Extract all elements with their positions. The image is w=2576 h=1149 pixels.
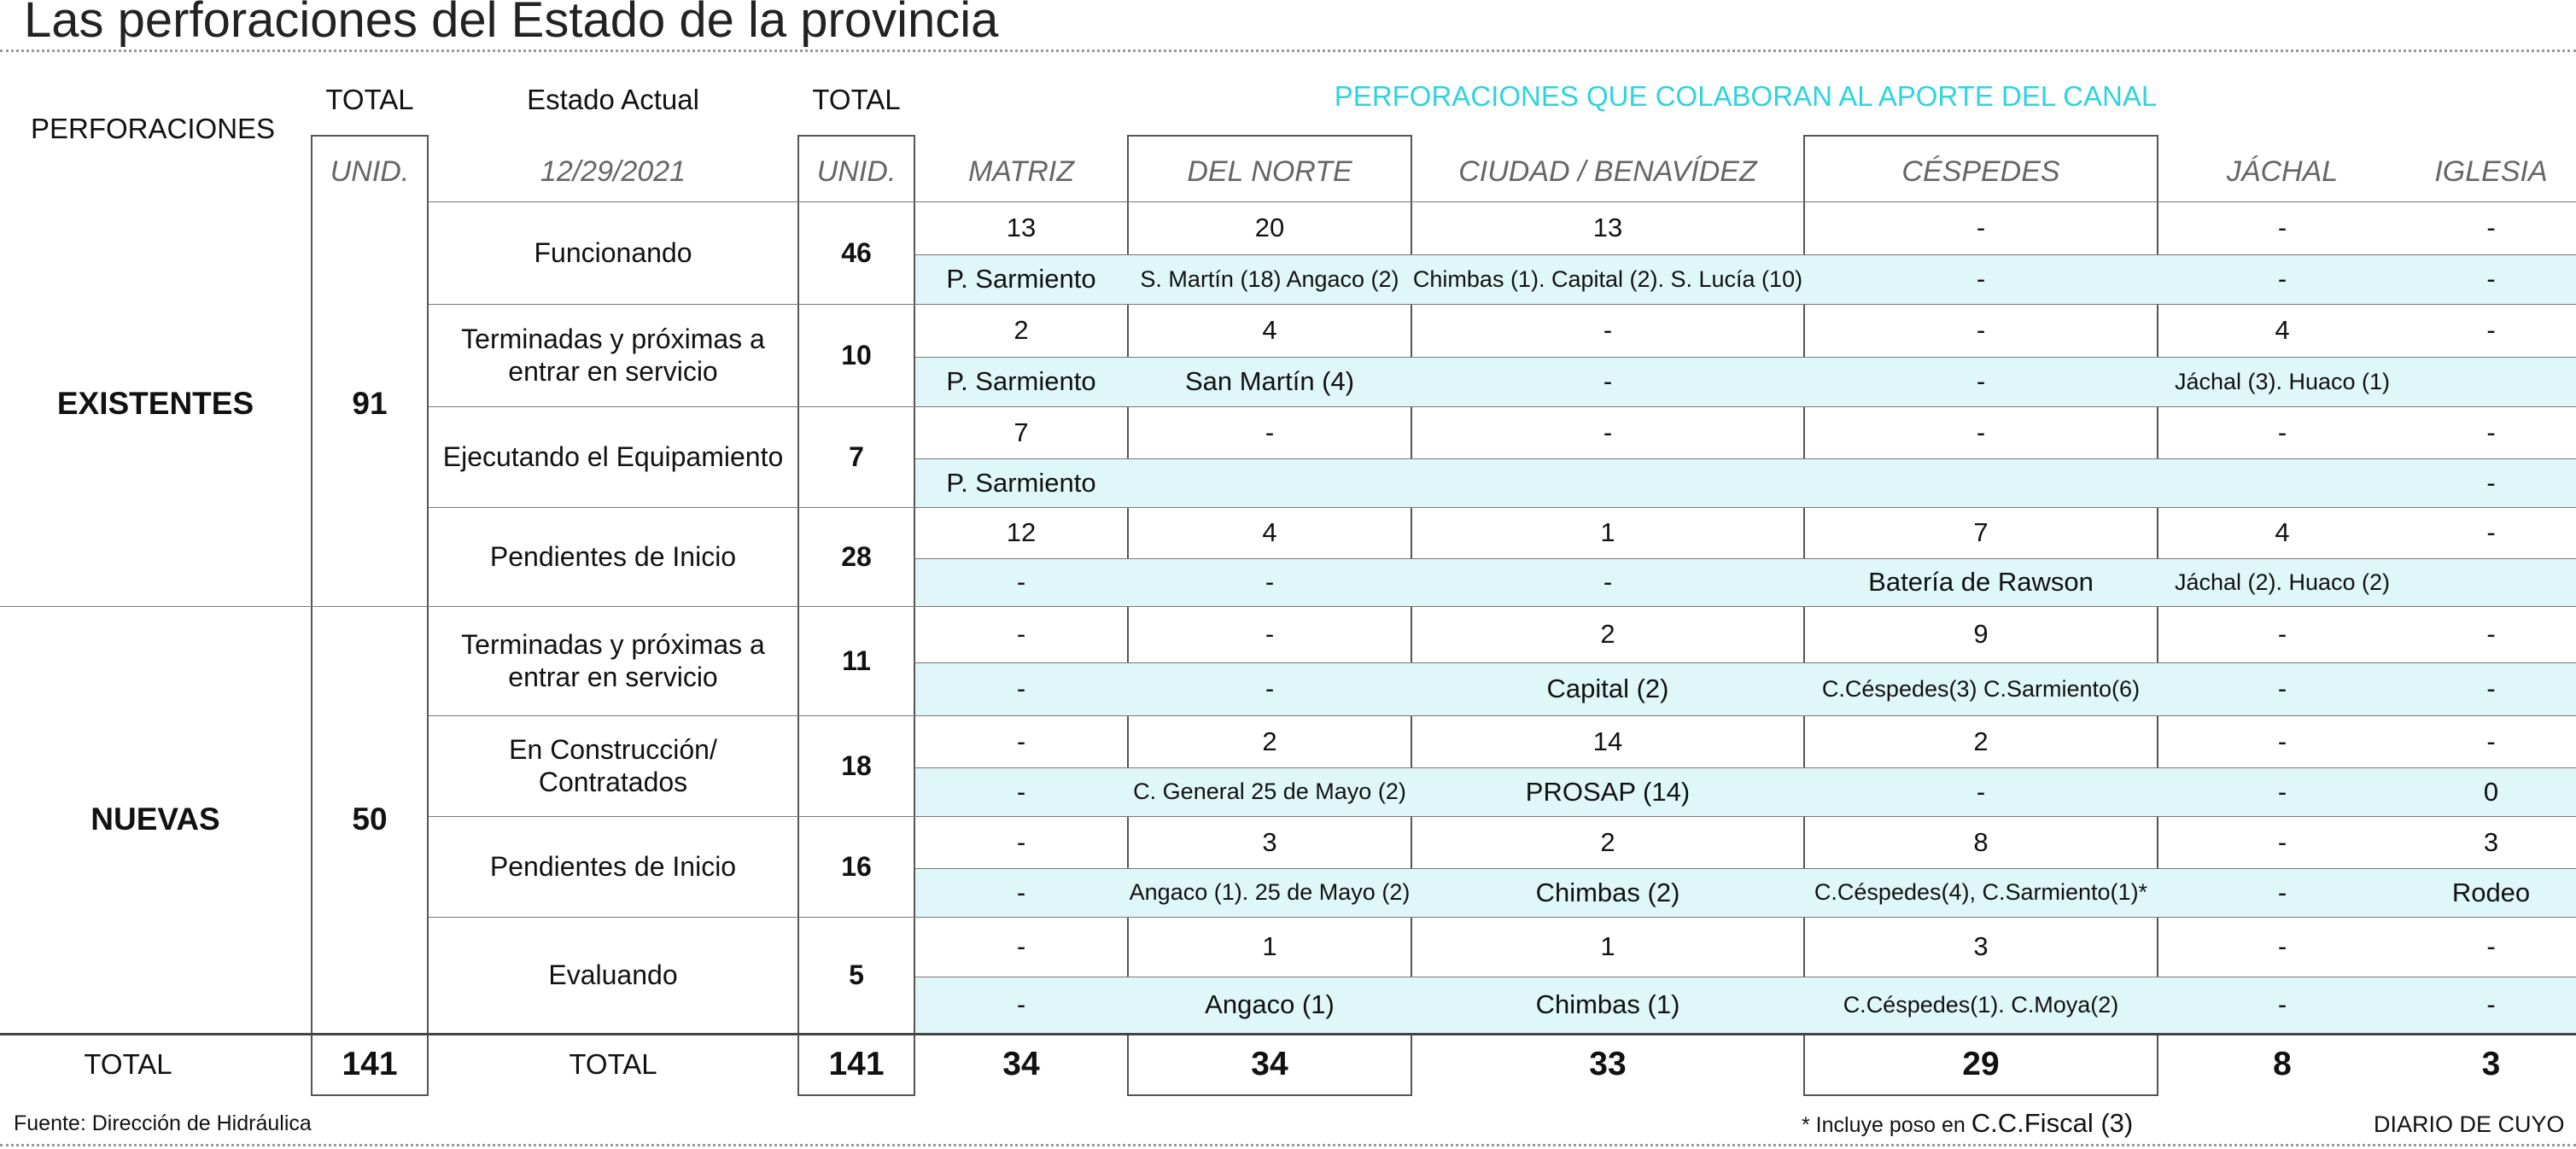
- footnote: [1802, 1108, 2133, 1139]
- row-count-cell: 2: [1600, 826, 1615, 857]
- row-total: 46: [841, 236, 872, 268]
- row-detail-cell: Batería de Rawson: [1868, 567, 2094, 598]
- row-detail-cell: Jáchal (3). Huaco (1): [2174, 368, 2391, 394]
- row-count-cell: -: [1976, 417, 1986, 447]
- row-estado-label: Terminadas y próximas a entrar en servicio: [461, 628, 765, 692]
- row-count-cell: 7: [1013, 417, 1029, 447]
- column-header: JÁCHAL: [2226, 155, 2339, 188]
- canal-header: PERFORACIONES QUE COLABORAN AL APORTE DEL CANAL: [1334, 80, 2158, 113]
- row-count-cell: -: [1016, 931, 1026, 962]
- row-detail-cell: -: [1603, 366, 1613, 397]
- row-total: 18: [841, 749, 872, 781]
- totals-label-1: TOTAL: [84, 1048, 172, 1081]
- row-detail-cell: C.Céspedes(3) C.Sarmiento(6): [1821, 675, 2141, 702]
- row-detail-cell: Angaco (1). 25 de Mayo (2): [1129, 879, 1411, 906]
- row-count-cell: 2: [1013, 315, 1029, 346]
- total2-header: TOTAL: [812, 84, 901, 116]
- group-label-nuevas: NUEVAS: [91, 801, 220, 837]
- row-detail-cell: [1412, 458, 1803, 507]
- row-detail-cell: -: [1265, 567, 1275, 598]
- brand: DIARIO DE CUYO: [2374, 1111, 2565, 1137]
- column-total: 34: [1002, 1045, 1040, 1082]
- row-detail-cell: -: [1016, 877, 1026, 907]
- row-total: 11: [842, 644, 871, 676]
- perforaciones-header: PERFORACIONES: [31, 113, 276, 144]
- row-count-cell: 4: [1262, 517, 1277, 548]
- unid1-label: UNID.: [330, 155, 410, 188]
- source-note: Fuente: Dirección de Hidráulica: [14, 1111, 312, 1135]
- row-detail-cell: 0: [2483, 776, 2499, 807]
- row-detail-cell: -: [1976, 776, 1986, 807]
- row-detail-cell: -: [1016, 567, 1026, 598]
- row-count-cell: -: [2486, 213, 2496, 243]
- row-count-cell: -: [2277, 213, 2287, 243]
- row-count-cell: 3: [1973, 931, 1989, 962]
- column-header: DEL NORTE: [1187, 155, 1352, 188]
- row-count-cell: -: [2277, 619, 2287, 650]
- row-total: 16: [841, 850, 872, 882]
- total1-header: TOTAL: [325, 84, 414, 116]
- row-estado-label: Evaluando: [548, 959, 678, 990]
- row-estado-label: Pendientes de Inicio: [489, 540, 737, 572]
- column-total: 34: [1251, 1045, 1288, 1082]
- row-detail-cell: -: [2486, 989, 2496, 1020]
- row-total: 28: [841, 540, 872, 572]
- row-detail-cell: -: [2277, 776, 2287, 807]
- row-count-cell: 2: [1262, 726, 1277, 756]
- row-count-cell: 2: [1600, 619, 1615, 650]
- row-detail-cell: P. Sarmiento: [946, 467, 1096, 498]
- row-detail-cell: [2406, 558, 2576, 606]
- row-detail-cell: Chimbas (2): [1535, 877, 1680, 907]
- row-detail-cell: -: [1976, 366, 1986, 397]
- row-count-cell: -: [1016, 726, 1026, 756]
- row-count-cell: 13: [1006, 213, 1037, 243]
- page-title: Las perforaciones del Estado de la provincia: [24, 0, 999, 48]
- row-detail-cell: Rodeo: [2451, 877, 2531, 907]
- row-detail-cell: [1803, 458, 2158, 507]
- row-count-cell: 1: [1600, 931, 1615, 962]
- row-count-cell: 8: [1973, 826, 1989, 857]
- row-count-cell: 1: [1262, 931, 1277, 962]
- row-count-cell: 4: [2275, 517, 2290, 548]
- row-total: 10: [841, 339, 872, 370]
- column-total: 29: [1962, 1045, 2000, 1082]
- footnote-prefix: * Incluye poso en: [1802, 1113, 1966, 1137]
- row-count-cell: -: [2277, 726, 2287, 756]
- row-count-cell: -: [1265, 619, 1275, 650]
- row-detail-cell: Jáchal (2). Huaco (2): [2174, 569, 2391, 595]
- row-total: 7: [849, 440, 864, 472]
- column-total: 33: [1589, 1045, 1627, 1082]
- row-detail-cell: -: [2277, 264, 2287, 295]
- date-label: 12/29/2021: [540, 155, 686, 188]
- totals-value-1: 141: [342, 1045, 398, 1082]
- row-detail-cell: [1127, 458, 1412, 507]
- row-count-cell: -: [2277, 826, 2287, 857]
- row-detail-cell: -: [1016, 989, 1026, 1020]
- row-count-cell: 13: [1592, 213, 1623, 243]
- row-detail-cell: -: [2277, 989, 2287, 1020]
- row-detail-cell: Chimbas (1): [1535, 989, 1680, 1020]
- row-detail-cell: S. Martín (18) Angaco (2): [1140, 265, 1399, 292]
- row-count-cell: -: [2486, 417, 2496, 447]
- group-total-existentes: 91: [352, 385, 388, 421]
- row-count-cell: -: [1265, 417, 1275, 447]
- row-estado-label: Funcionando: [534, 236, 692, 268]
- totals-label-2: TOTAL: [569, 1048, 657, 1081]
- estado-actual-header: Estado Actual: [527, 84, 699, 116]
- row-count-cell: 12: [1006, 517, 1037, 548]
- row-detail-cell: [2158, 458, 2406, 507]
- totals-divider: [0, 1033, 2576, 1035]
- row-count-cell: -: [1976, 315, 1986, 346]
- row-detail-cell: C. General 25 de Mayo (2): [1133, 779, 1406, 805]
- column-header: MATRIZ: [967, 155, 1074, 188]
- group-total-nuevas: 50: [352, 801, 388, 837]
- row-count-cell: -: [1603, 315, 1613, 346]
- row-count-cell: 3: [1262, 826, 1277, 857]
- row-detail-cell: C.Céspedes(1). C.Moya(2): [1843, 991, 2119, 1018]
- row-count-cell: -: [1016, 619, 1026, 650]
- row-count-cell: 2: [1973, 726, 1989, 756]
- row-detail-cell: -: [2277, 674, 2287, 704]
- row-count-cell: -: [2277, 417, 2287, 447]
- row-estado-label: En Construcción/ Contratados: [509, 733, 717, 797]
- row-count-cell: 14: [1592, 726, 1623, 756]
- row-count-cell: -: [2486, 315, 2496, 346]
- row-detail-cell: -: [2486, 467, 2496, 498]
- totals-value-2: 141: [828, 1045, 885, 1082]
- row-count-cell: 4: [2275, 315, 2290, 346]
- row-count-cell: -: [2486, 726, 2496, 756]
- row-detail-cell: Capital (2): [1546, 674, 1669, 704]
- row-count-cell: 20: [1254, 213, 1285, 243]
- row-estado-label: Pendientes de Inicio: [489, 850, 737, 882]
- row-count-cell: -: [1016, 826, 1026, 857]
- row-count-cell: 7: [1973, 517, 1989, 548]
- unid2-label: UNID.: [816, 155, 897, 188]
- row-count-cell: 9: [1973, 619, 1989, 650]
- column-header: IGLESIA: [2434, 155, 2548, 188]
- row-detail-cell: -: [2277, 877, 2287, 907]
- column-total: 8: [2273, 1045, 2292, 1082]
- row-count-cell: 3: [2483, 826, 2499, 857]
- row-detail-cell: -: [1016, 776, 1026, 807]
- footnote-place: C.C.Fiscal (3): [1971, 1108, 2134, 1138]
- row-detail-cell: -: [2486, 264, 2496, 295]
- row-count-cell: -: [2277, 931, 2287, 962]
- row-detail-cell: Angaco (1): [1205, 989, 1335, 1020]
- row-total: 5: [849, 959, 864, 990]
- row-detail-cell: -: [1603, 567, 1613, 598]
- row-detail-cell: [2406, 357, 2576, 406]
- row-detail-cell: Chimbas (1). Capital (2). S. Lucía (10): [1412, 265, 1803, 292]
- group-label-existentes: EXISTENTES: [56, 385, 254, 421]
- row-count-cell: -: [2486, 517, 2496, 548]
- column-total: 3: [2481, 1045, 2501, 1082]
- row-count-cell: 4: [1262, 315, 1277, 346]
- row-detail-cell: C.Céspedes(4), C.Sarmiento(1)*: [1814, 879, 2148, 906]
- row-detail-cell: -: [1265, 674, 1275, 704]
- bottom-divider: [0, 1144, 2576, 1146]
- row-detail-cell: -: [1976, 264, 1986, 295]
- column-header: CIUDAD / BENAVÍDEZ: [1458, 155, 1757, 188]
- row-detail-cell: P. Sarmiento: [946, 264, 1096, 295]
- row-detail-cell: -: [2486, 674, 2496, 704]
- column-header: CÉSPEDES: [1901, 155, 2060, 188]
- title-divider: [0, 50, 2576, 52]
- row-estado-label: Ejecutando el Equipamiento: [442, 440, 784, 472]
- row-estado-label: Terminadas y próximas a entrar en servicio: [461, 323, 765, 387]
- row-count-cell: 1: [1600, 517, 1615, 548]
- row-detail-cell: P. Sarmiento: [946, 366, 1096, 397]
- row-count-cell: -: [1976, 213, 1986, 243]
- row-count-cell: -: [2486, 931, 2496, 962]
- row-detail-cell: PROSAP (14): [1525, 776, 1691, 807]
- row-detail-cell: San Martín (4): [1184, 366, 1355, 397]
- row-count-cell: -: [1603, 417, 1613, 447]
- row-count-cell: -: [2486, 619, 2496, 650]
- row-detail-cell: -: [1016, 674, 1026, 704]
